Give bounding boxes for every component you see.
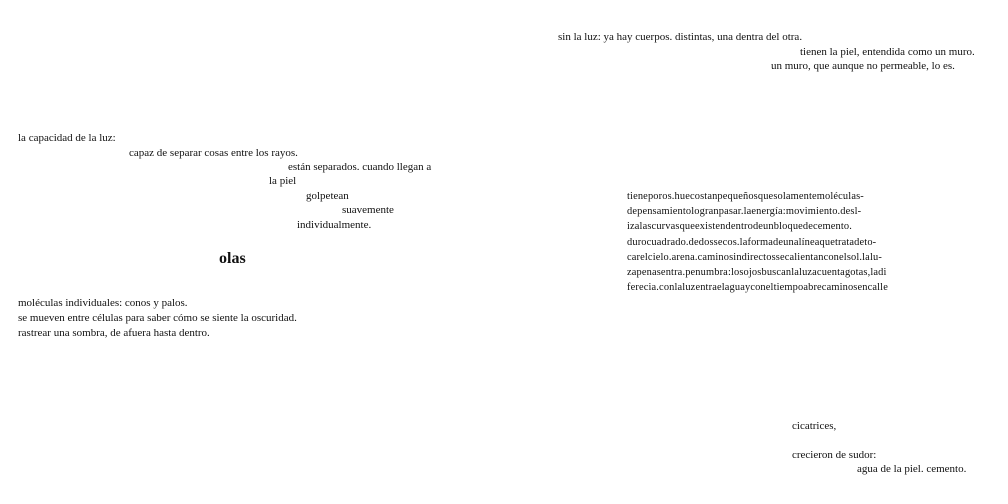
- olas-heading: olas: [219, 250, 246, 267]
- dense-row-7: ferecia.conlaluzentraelaguayconeltiempoabrecaminosencalle: [627, 282, 888, 294]
- dense-row-5: carelcielo.arena.caminosindirectossecalientanconelsol.lalu-: [627, 251, 882, 263]
- dense-row-4: durocuadrado.dedossecos.laformadeunalíneaquetratadeto-: [627, 236, 877, 248]
- dense-row-6: zapenasentra.penumbra:losojosbuscanlaluzacuentagotas,ladi: [627, 267, 887, 279]
- poem-line-7: individualmente.: [297, 219, 372, 231]
- top-right-line-2: tienen la piel, entendida como un muro.: [800, 46, 975, 58]
- poem-line-5: golpetean: [306, 190, 349, 202]
- molecules-line-3: rastrear una sombra, de afuera hasta dentro.: [18, 327, 210, 339]
- top-right-line-1: sin la luz: ya hay cuerpos. distintas, una dentra del otra.: [558, 31, 803, 43]
- bottom-right-line-2: crecieron de sudor:: [792, 449, 877, 461]
- bottom-right-line-1: cicatrices,: [792, 420, 837, 432]
- poem-line-3: están separados. cuando llegan a: [288, 161, 432, 173]
- dense-text-block: [627, 189, 927, 295]
- dense-row-1: tieneporos.huecostanpequeñosquesolamentemoléculas-: [627, 191, 864, 202]
- poem-line-1: la capacidad de la luz:: [18, 132, 116, 144]
- bottom-right-line-3: agua de la piel. cemento.: [857, 463, 967, 475]
- poem-line-6: suavemente: [342, 204, 394, 216]
- dense-row-3: izalascurvasqueexistendentrodeunbloquedecemento.: [627, 221, 853, 233]
- molecules-line-1: moléculas individuales: conos y palos.: [18, 297, 188, 309]
- dense-row-2: depensamientologranpasar.laenergía:movimiento.desl-: [627, 206, 862, 218]
- poem-line-4: la piel: [269, 175, 297, 187]
- molecules-line-2: se mueven entre células para saber cómo se siente la oscuridad.: [18, 312, 297, 324]
- top-right-line-3: un muro, que aunque no permeable, lo es.: [771, 60, 955, 72]
- poem-line-2: capaz de separar cosas entre los rayos.: [129, 147, 298, 159]
